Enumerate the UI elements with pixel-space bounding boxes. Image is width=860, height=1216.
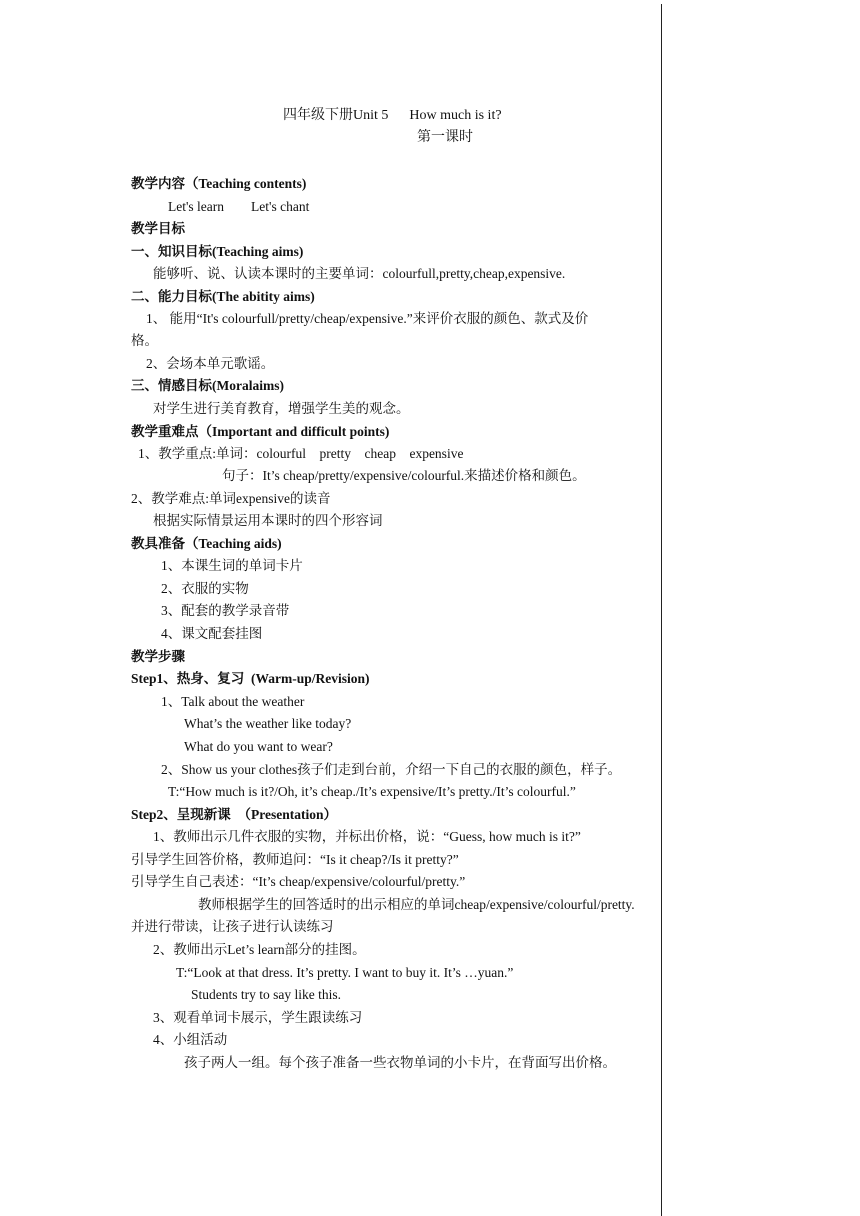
step1-question-2: What do you want to wear?: [184, 739, 333, 754]
key-point-2-detail: 根据实际情景运用本课时的四个形容词: [153, 513, 383, 528]
step2-item-4: 4、小组活动: [153, 1032, 228, 1047]
step2-item-1: 1、教师出示几件衣服的实物，并标出价格，说：“Guess, how much is it?”: [153, 829, 581, 844]
key-point-1: 1、教学重点:单词：colourful pretty cheap expensive: [138, 446, 464, 461]
contents-heading: 教学内容（Teaching contents): [131, 176, 307, 191]
step2-item-4-detail: 孩子两人一组。每个孩子准备一些衣物单词的小卡片，在背面写出价格。: [184, 1055, 616, 1070]
ability-heading: 二、能力目标(The abitity aims): [131, 289, 315, 304]
key-point-2: 2、教学难点:单词expensive的读音: [131, 491, 331, 506]
lesson-label: 第一课时: [417, 130, 473, 145]
key-points-heading: 教学重难点（Important and difficult points): [131, 424, 390, 439]
steps-heading: 教学步骤: [131, 649, 185, 664]
step2-item-2-teacher: T:“Look at that dress. It’s pretty. I want to buy it. It’s …yuan.”: [176, 965, 514, 980]
step1-item-2: 2、Show us your clothes孩子们走到台前，介绍一下自己的衣服的颜色，样子。: [161, 762, 622, 777]
knowledge-heading: 一、知识目标(Teaching aims): [131, 244, 304, 259]
step1-heading: Step1、热身、复习 (Warm-up/Revision): [131, 671, 370, 686]
page-margin-rule: [661, 4, 662, 1216]
ability-item-2: 2、会场本单元歌谣。: [146, 356, 275, 371]
aid-item: 2、衣服的实物: [161, 581, 249, 596]
step2-item-1-line-c: 教师根据学生的回答适时的出示相应的单词cheap/expensive/colourful/pretty.: [198, 897, 635, 912]
knowledge-body: 能够听、说、认读本课时的主要单词：colourfull,pretty,cheap,expensive.: [153, 266, 566, 281]
aid-item: 3、配套的教学录音带: [161, 603, 290, 618]
aid-item: 1、本课生词的单词卡片: [161, 558, 303, 573]
aids-heading: 教具准备（Teaching aids): [131, 536, 282, 551]
step2-item-2-students: Students try to say like this.: [191, 987, 341, 1002]
moral-body: 对学生进行美育教育，增强学生美的观念。: [153, 401, 410, 416]
step1-teacher-line: T:“How much is it?/Oh, it’s cheap./It’s expensive/It’s pretty./It’s colourful.”: [168, 784, 576, 799]
key-point-1-sentence: 句子：It’s cheap/pretty/expensive/colourful.来描述价格和颜色。: [222, 468, 586, 483]
step2-heading: Step2、呈现新课 （Presentation）: [131, 807, 337, 822]
step1-question-1: What’s the weather like today?: [184, 716, 352, 731]
document-title: 四年级下册Unit 5 How much is it?: [283, 108, 502, 123]
aims-heading: 教学目标: [131, 221, 185, 236]
step1-item-1: 1、Talk about the weather: [161, 694, 305, 709]
aid-item: 4、课文配套挂图: [161, 626, 263, 641]
step2-item-1-line-d: 并进行带读，让孩子进行认读练习: [131, 919, 334, 934]
ability-item-1: 1、 能用“It's colourfull/pretty/cheap/expensive.”来评价衣服的颜色、款式及价: [146, 311, 589, 326]
moral-heading: 三、情感目标(Moralaims): [131, 378, 284, 393]
ability-item-1-cont: 格。: [131, 333, 158, 348]
step2-item-2: 2、教师出示Let’s learn部分的挂图。: [153, 942, 366, 957]
step2-item-1-line-b: 引导学生自己表述：“It’s cheap/expensive/colourful/pretty.”: [131, 874, 466, 889]
step2-item-1-line-a: 引导学生回答价格，教师追问：“Is it cheap?/Is it pretty?”: [131, 852, 459, 867]
step2-item-3: 3、观看单词卡展示，学生跟读练习: [153, 1010, 363, 1025]
contents-body: Let's learn Let's chant: [168, 199, 310, 214]
